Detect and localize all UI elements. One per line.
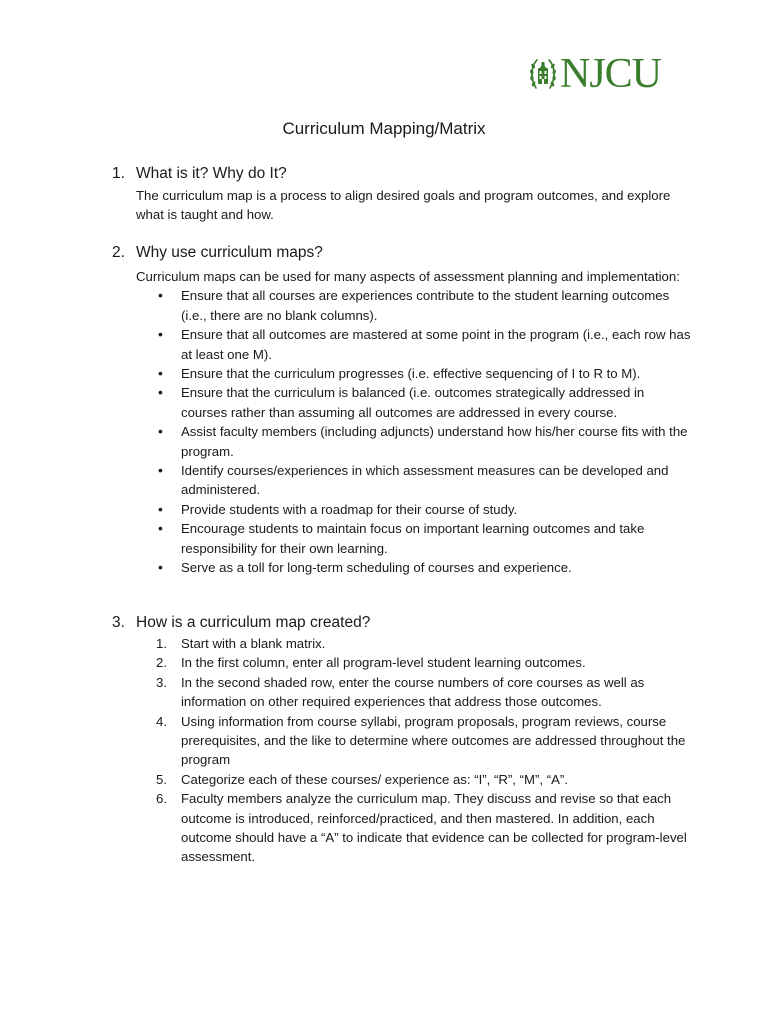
section-number: 1. [112,165,125,182]
list-item-text: Assist faculty members (including adjuncts) understand how his/her course fits with the program. [181,424,688,459]
list-item-number: 3. [156,674,167,690]
section-heading-text: What is it? Why do It? [136,165,287,182]
list-item [136,789,692,867]
bullet-icon: • [158,365,163,382]
list-item-text: Identify courses/experiences in which assessment measures can be developed and administered. [181,463,669,498]
section-heading-text: How is a curriculum map created? [136,614,371,631]
list-item-text: Categorize each of these courses/ experience as: “I”, “R”, “M”, “A”. [181,771,568,787]
list-item-text: Ensure that the curriculum is balanced (i.e. outcomes strategically addressed in courses rather than assuming all outcomes are addressed in every course. [181,385,645,420]
numbered-list [136,634,692,867]
list-item-number: 6. [156,791,167,807]
list-item [136,286,692,325]
logo-wordmark: NJCU [560,51,662,97]
list-item [136,500,692,519]
bullet-icon: • [158,500,163,517]
list-item [136,634,692,653]
section-paragraph: Curriculum maps can be used for many aspects of assessment planning and implementation: [136,269,680,284]
list-item-text: Start with a blank matrix. [181,636,326,651]
list-item-text: Ensure that all outcomes are mastered at some point in the program (i.e., each row has at least one M). [181,327,691,362]
bullet-icon: • [158,462,163,479]
list-item-text: Provide students with a roadmap for their course of study. [181,501,518,517]
section-why-use [112,243,692,578]
list-item-text: Encourage students to maintain focus on important learning outcomes and take responsibility for their own learning. [181,521,645,556]
university-seal-icon [528,54,558,94]
list-item [136,325,692,364]
list-item [136,653,692,672]
list-item-number: 1. [156,636,167,651]
list-item-number: 5. [156,771,167,787]
list-item-text: Ensure that all courses are experiences contribute to the student learning outcomes (i.e., there are no blank columns). [181,288,670,323]
list-item-text: Ensure that the curriculum progresses (i.e. effective sequencing of I to R to M). [181,366,641,382]
section-heading-text: Why use curriculum maps? [136,244,323,261]
bullet-icon: • [158,559,163,576]
list-item [136,673,692,712]
list-item-text: Using information from course syllabi, program proposals, program reviews, course prerequisites, and the like to determine where outcomes are addressed throughout the program [181,713,686,768]
list-item-text: Faculty members analyze the curriculum map. They discuss and revise so that each outcome is introduced, reinforced/practiced, and then mastered. In addition, each outcome should have a “A” to indicate that evidence can be collected for program-level assessment. [181,791,687,865]
list-item [136,383,692,422]
section-what-is-it [112,164,692,225]
list-item-text: In the first column, enter all program-level student learning outcomes. [181,655,586,671]
section-heading [112,243,692,263]
bullet-icon: • [158,520,163,537]
document-title: Curriculum Mapping/Matrix [282,119,486,138]
list-item [136,770,692,789]
bullet-icon: • [158,423,163,440]
list-item [136,461,692,500]
bullet-list [136,286,692,577]
bullet-icon: • [158,326,163,343]
section-number: 3. [112,614,125,631]
list-item-number: 2. [156,655,167,671]
bullet-icon: • [158,384,163,401]
section-body [136,267,692,286]
section-heading [112,613,692,633]
list-item [136,519,692,558]
section-heading [112,164,692,184]
section-body [136,186,692,225]
list-item [136,558,692,577]
bullet-icon: • [158,287,163,304]
list-item-number: 4. [156,713,167,729]
njcu-logo [528,52,661,96]
list-item-text: In the second shaded row, enter the course numbers of core courses as well as information on other required experiences that address those outcomes. [181,674,645,710]
section-paragraph: The curriculum map is a process to align desired goals and program outcomes, and explore what is taught and how. [136,188,671,223]
list-item-text: Serve as a toll for long-term scheduling of courses and experience. [181,560,572,576]
section-number: 2. [112,244,125,261]
list-item [136,712,692,770]
list-item [136,364,692,383]
list-item [136,422,692,461]
section-how-created [112,613,692,867]
